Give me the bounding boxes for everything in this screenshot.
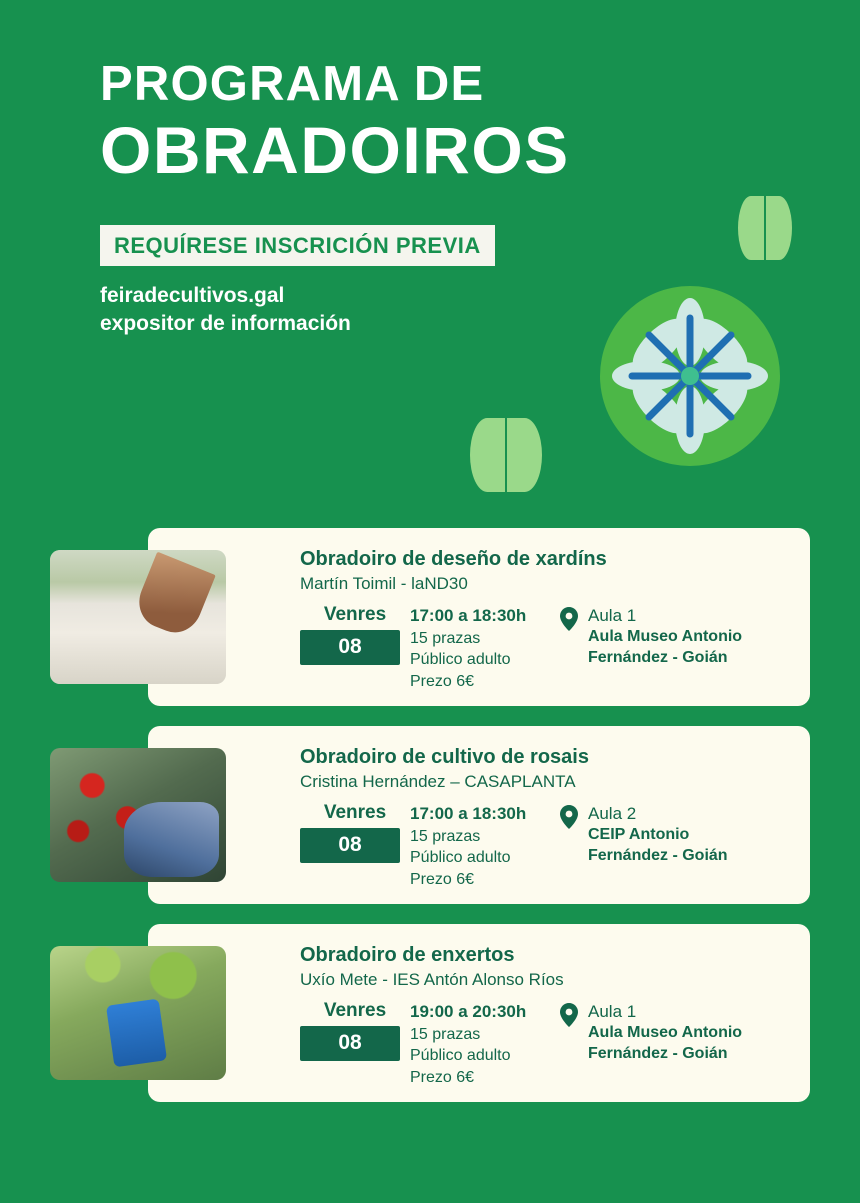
flower-logo-icon [600,286,780,466]
details-column [410,802,560,890]
places-label: 15 prazas [410,630,481,647]
page-title-line2: OBRADOIROS [100,113,570,187]
garden-design-photo [50,550,226,684]
map-pin-icon [560,1003,580,1032]
workshop-author: Uxío Mete - IES Antón Alonso Ríos [300,970,564,989]
places-label: 15 prazas [410,1026,481,1043]
registration-badge: REQUÍRESE INSCRICIÓN PREVIA [100,225,495,266]
price-label: Prezo 6€ [410,1068,475,1086]
location-text [588,804,728,867]
day-number: 08 [300,828,400,863]
price-label: Prezo 6€ [410,870,475,888]
map-pin-icon [560,805,580,834]
grafting-photo [50,946,226,1080]
website-url: feiradecultivos.gal [100,284,285,307]
card-content [300,944,840,1088]
audience-label: Público adulto [410,1047,511,1065]
leaf-icon-top [738,196,792,260]
places-label: 15 prazas [410,828,481,845]
venue-line1: CEIP Antonio [588,826,690,843]
map-pin-icon [560,607,580,636]
room-label: Aula 2 [588,804,637,823]
location-column [560,1000,840,1065]
location-column [560,604,840,669]
page-title-line1: PROGRAMA DE [100,57,485,111]
room-label: Aula 1 [588,1002,637,1021]
details-column [410,1000,560,1088]
card-content [300,548,840,692]
workshop-title: Obradoiro de deseño de xardíns [300,548,607,570]
workshop-card[interactable] [0,924,860,1102]
venue-line1: Aula Museo Antonio [588,628,743,645]
leaf-icon-bottom [470,418,542,492]
room-label: Aula 1 [588,606,637,625]
workshop-author: Martín Toimil - laND30 [300,574,468,593]
day-number: 08 [300,1026,400,1061]
workshop-title: Obradoiro de cultivo de rosais [300,746,589,768]
location-text [588,606,742,669]
workshop-list [0,528,860,1122]
audience-label: Público adulto [410,651,511,669]
weekday-label: Venres [323,604,387,625]
workshop-title: Obradoiro de enxertos [300,944,515,966]
roses-photo [50,748,226,882]
venue-line2: Fernández - Goián [588,648,728,666]
date-column [300,802,410,863]
date-column [300,604,410,665]
time-label: 17:00 a 18:30h [410,804,527,823]
workshop-card[interactable] [0,726,860,904]
time-label: 19:00 a 20:30h [410,1002,527,1021]
audience-label: Público adulto [410,849,511,867]
poster-header [0,0,860,339]
date-column [300,1000,410,1061]
time-label: 17:00 a 18:30h [410,606,527,625]
details-column [410,604,560,692]
workshop-card[interactable] [0,528,860,706]
weekday-label: Venres [323,1000,387,1021]
location-text [588,1002,742,1065]
card-content [300,746,840,890]
weekday-label: Venres [323,802,387,823]
day-number: 08 [300,630,400,665]
venue-line1: Aula Museo Antonio [588,1024,743,1041]
venue-line2: Fernández - Goián [588,846,728,864]
info-stand-text: expositor de información [100,312,351,336]
price-label: Prezo 6€ [410,672,475,690]
location-column [560,802,840,867]
workshop-author: Cristina Hernández – CASAPLANTA [300,772,576,791]
venue-line2: Fernández - Goián [588,1044,728,1062]
